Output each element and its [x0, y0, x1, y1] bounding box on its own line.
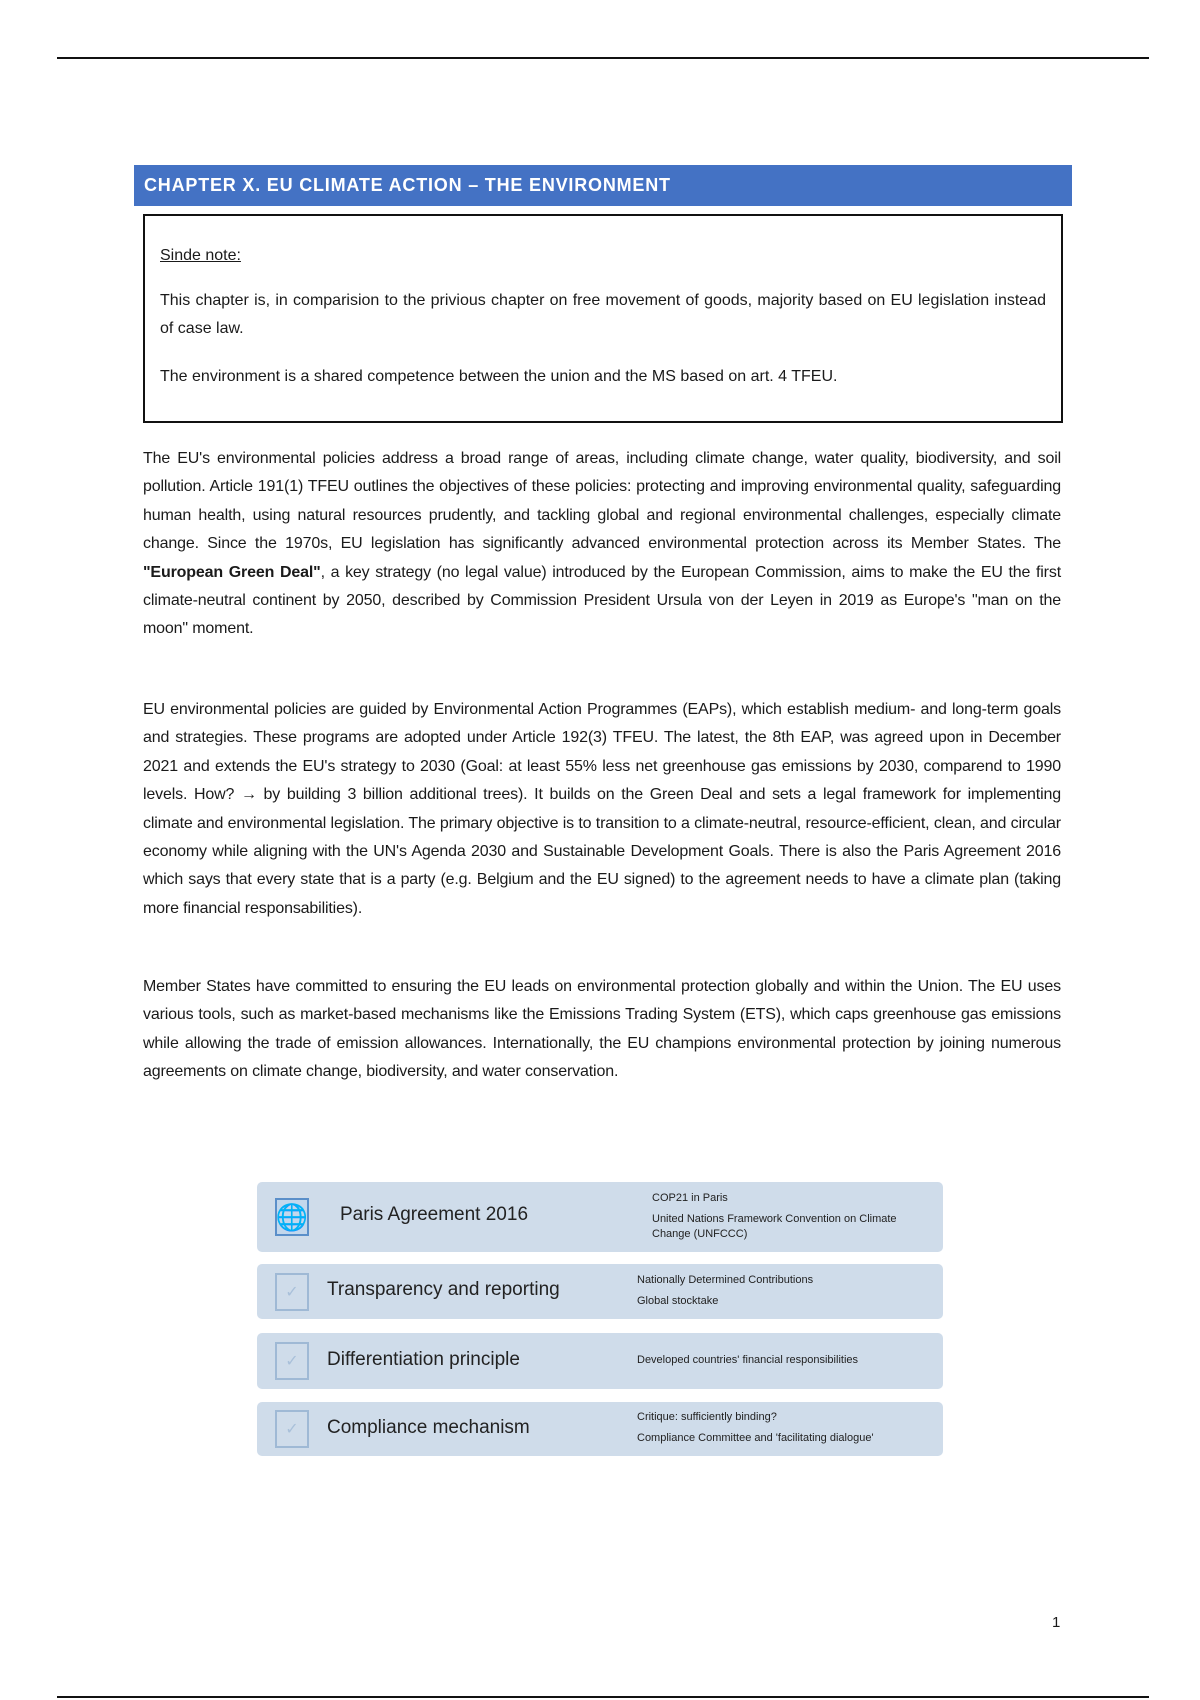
bottom-rule	[57, 1696, 1149, 1698]
checkbox-icon: ✓	[275, 1410, 309, 1448]
checkbox-icon: ✓	[275, 1342, 309, 1380]
chapter-heading: CHAPTER X. EU CLIMATE ACTION – THE ENVIRONMENT	[134, 165, 1072, 206]
row-details	[637, 1407, 874, 1449]
row-details	[637, 1350, 858, 1371]
body-paragraph-3: Member States have committed to ensuring the EU leads on environmental protection globally and within the Union. The EU uses various tools, such as market-based mechanisms like the Emissions Trading System (ETS), which caps greenhouse gas emissions while allowing the trade of emission allowances. Internationally, the EU champions environmental protection by joining numerous agreements on climate change, biodiversity, and water conservation.	[143, 978, 1061, 1081]
row-title: Paris Agreement 2016	[340, 1204, 529, 1225]
row-title: Differentiation principle	[327, 1349, 520, 1370]
diagram-row	[257, 1182, 943, 1252]
detail: COP21 in Paris	[652, 1192, 728, 1204]
row-title: Transparency and reporting	[327, 1279, 560, 1300]
detail: United Nations Framework Convention on Climate Change (UNFCCC)	[652, 1213, 897, 1240]
detail: Developed countries' financial responsibilities	[637, 1354, 858, 1366]
globe-icon: 🌐	[275, 1198, 309, 1236]
row-details	[652, 1188, 932, 1242]
checkbox-icon: ✓	[275, 1273, 309, 1311]
text: , a key strategy (no legal value) introduced by the European Commission, aims to make the EU the first climate-neutral continent by 2050, described by Commission President Ursula von der Leyen in 2019 as Europe's "man on the moon" moment.	[143, 563, 1061, 638]
row-details	[637, 1270, 813, 1312]
detail: Critique: sufficiently binding?	[637, 1411, 777, 1423]
detail: Nationally Determined Contributions	[637, 1274, 814, 1286]
diagram-row	[257, 1402, 943, 1456]
body-paragraph-1	[143, 445, 1061, 644]
side-note-text: This chapter is, in comparision to the privious chapter on free movement of goods, majority based on EU legislation instead of case law.	[160, 292, 1046, 337]
top-rule	[57, 57, 1149, 59]
page-number: 1	[1052, 1614, 1061, 1631]
text: The EU's environmental policies address a broad range of areas, including climate change, water quality, biodiversity, and soil pollution. Article 191(1) TFEU outlines the objectives of these policies: protecting and improving environmental quality, safeguarding human health, using natural resources prudently, and tackling global and regional environmental challenges, especially climate change. Since the 1970s, EU legislation has significantly advanced environmental protection across its Member States. The	[143, 450, 1061, 553]
diagram-row	[257, 1264, 943, 1319]
diagram-row	[257, 1333, 943, 1389]
detail: Compliance Committee and 'facilitating dialogue'	[637, 1432, 874, 1444]
bold-term: "European Green Deal"	[143, 563, 321, 581]
detail: Global stocktake	[637, 1295, 719, 1307]
side-note-text: The environment is a shared competence between the union and the MS based on art. 4 TFEU.	[160, 368, 838, 385]
row-title: Compliance mechanism	[327, 1417, 530, 1438]
body-paragraph-2: EU environmental policies are guided by Environmental Action Programmes (EAPs), which establish medium- and long-term goals and strategies. These programs are adopted under Article 192(3) TFEU. The latest, the 8th EAP, was agreed upon in December 2021 and extends the EU's strategy to 2030 (Goal: at least 55% less net greenhouse gas emissions by 2030, comparend to 1990 levels. How? → by building 3 billion additional trees). It builds on the Green Deal and sets a legal framework for implementing climate and environmental legislation. The primary objective is to transition to a climate-neutral, resource-efficient, clean, and circular economy while aligning with the UN's Agenda 2030 and Sustainable Development Goals. There is also the Paris Agreement 2016 which says that every state that is a party (e.g. Belgium and the EU signed) to the agreement needs to have a climate plan (taking more financial responsabilities).	[143, 701, 1061, 917]
side-note-box	[143, 214, 1063, 423]
side-note-label: Sinde note:	[160, 247, 241, 264]
